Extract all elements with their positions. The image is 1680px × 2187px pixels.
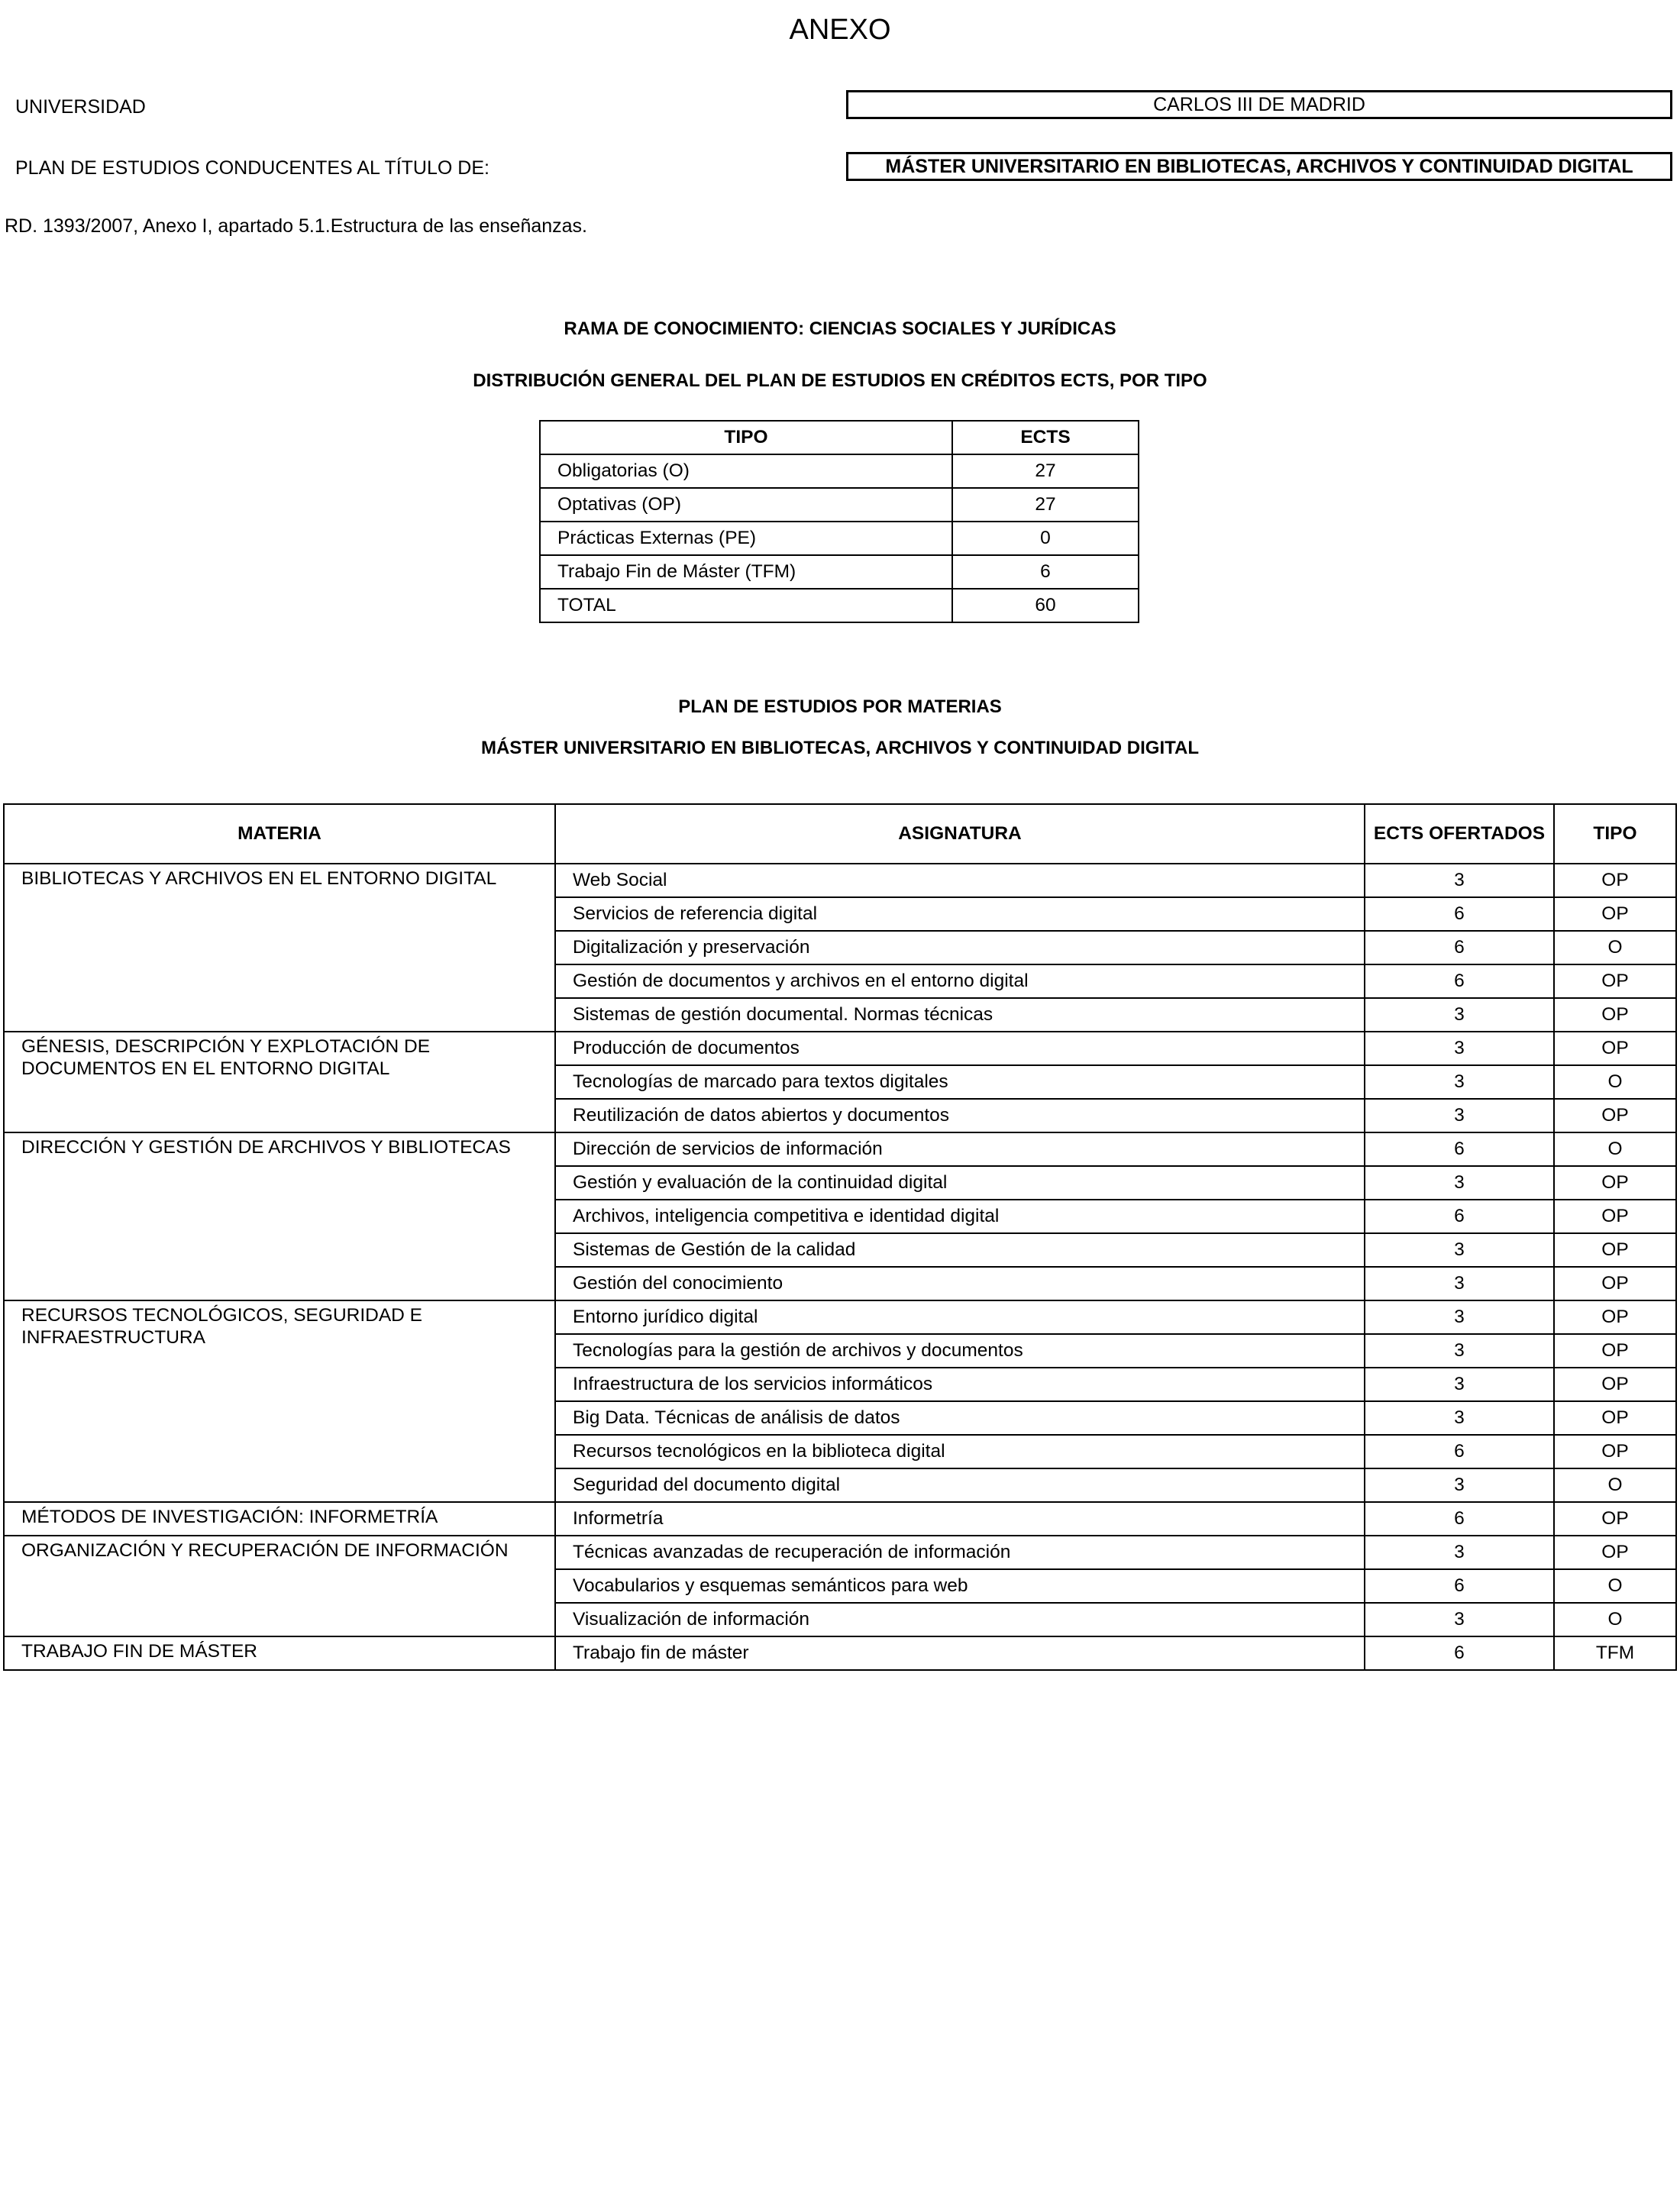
materias-body xyxy=(4,864,1676,1670)
tipo-cell: OP xyxy=(1554,1502,1676,1536)
materia-cell: ORGANIZACIÓN Y RECUPERACIÓN DE INFORMACIÓN xyxy=(4,1536,555,1636)
summary-header-tipo: TIPO xyxy=(540,421,952,454)
asignatura-cell: Web Social xyxy=(555,864,1365,897)
ects-cell: 3 xyxy=(1365,1300,1554,1334)
ects-cell: 3 xyxy=(1365,1065,1554,1099)
tipo-cell: O xyxy=(1554,1065,1676,1099)
ects-cell: 6 xyxy=(1365,931,1554,964)
tipo-cell: OP xyxy=(1554,998,1676,1032)
summary-body xyxy=(540,454,1139,622)
materia-cell: TRABAJO FIN DE MÁSTER xyxy=(4,1636,555,1670)
summary-tipo-cell: Trabajo Fin de Máster (TFM) xyxy=(540,555,952,589)
asignatura-cell: Entorno jurídico digital xyxy=(555,1300,1365,1334)
asignatura-cell: Digitalización y preservación xyxy=(555,931,1365,964)
asignatura-cell: Archivos, inteligencia competitiva e identidad digital xyxy=(555,1200,1365,1233)
ects-cell: 6 xyxy=(1365,1132,1554,1166)
asignatura-cell: Trabajo fin de máster xyxy=(555,1636,1365,1670)
tipo-cell: OP xyxy=(1554,1267,1676,1300)
master-heading: MÁSTER UNIVERSITARIO EN BIBLIOTECAS, ARCHIVOS Y CONTINUIDAD DIGITAL xyxy=(480,738,1200,758)
ects-cell: 6 xyxy=(1365,1636,1554,1670)
tipo-cell: OP xyxy=(1554,1233,1676,1267)
distribucion-heading: DISTRIBUCIÓN GENERAL DEL PLAN DE ESTUDIOS EN CRÉDITOS ECTS, POR TIPO xyxy=(473,370,1207,391)
asignatura-cell: Big Data. Técnicas de análisis de datos xyxy=(555,1401,1365,1435)
table-row xyxy=(4,1502,1676,1536)
header-ects-ofertados: ECTS OFERTADOS xyxy=(1365,804,1554,864)
asignatura-cell: Sistemas de Gestión de la calidad xyxy=(555,1233,1365,1267)
ects-cell: 6 xyxy=(1365,897,1554,931)
plan-materias-heading: PLAN DE ESTUDIOS POR MATERIAS xyxy=(678,696,1002,717)
tipo-cell: O xyxy=(1554,1569,1676,1603)
rama-heading: RAMA DE CONOCIMIENTO: CIENCIAS SOCIALES Y JURÍDICAS xyxy=(564,318,1116,339)
summary-ects-cell: 27 xyxy=(952,488,1139,522)
asignatura-cell: Informetría xyxy=(555,1502,1365,1536)
summary-row xyxy=(540,488,1139,522)
materia-cell: GÉNESIS, DESCRIPCIÓN Y EXPLOTACIÓN DE DOCUMENTOS EN EL ENTORNO DIGITAL xyxy=(4,1032,555,1132)
tipo-cell: O xyxy=(1554,931,1676,964)
asignatura-cell: Servicios de referencia digital xyxy=(555,897,1365,931)
table-row xyxy=(4,864,1676,897)
tipo-cell: OP xyxy=(1554,1099,1676,1132)
tipo-cell: OP xyxy=(1554,897,1676,931)
summary-ects-cell: 0 xyxy=(952,522,1139,555)
materia-cell: DIRECCIÓN Y GESTIÓN DE ARCHIVOS Y BIBLIOTECAS xyxy=(4,1132,555,1300)
asignatura-cell: Seguridad del documento digital xyxy=(555,1468,1365,1502)
materia-cell: MÉTODOS DE INVESTIGACIÓN: INFORMETRÍA xyxy=(4,1502,555,1536)
header-materia: MATERIA xyxy=(4,804,555,864)
asignatura-cell: Técnicas avanzadas de recuperación de información xyxy=(555,1536,1365,1569)
plan-value: MÁSTER UNIVERSITARIO EN BIBLIOTECAS, ARCHIVOS Y CONTINUIDAD DIGITAL xyxy=(846,152,1672,181)
summary-tipo-cell: Obligatorias (O) xyxy=(540,454,952,488)
asignatura-cell: Vocabularios y esquemas semánticos para web xyxy=(555,1569,1365,1603)
rd-note: RD. 1393/2007, Anexo I, apartado 5.1.Estructura de las enseñanzas. xyxy=(5,215,588,237)
tipo-cell: OP xyxy=(1554,1300,1676,1334)
table-row xyxy=(4,1636,1676,1670)
asignatura-cell: Tecnologías de marcado para textos digitales xyxy=(555,1065,1365,1099)
universidad-label: UNIVERSIDAD xyxy=(15,96,146,118)
summary-tipo-cell: Prácticas Externas (PE) xyxy=(540,522,952,555)
ects-cell: 3 xyxy=(1365,1603,1554,1636)
tipo-cell: TFM xyxy=(1554,1636,1676,1670)
table-row xyxy=(4,1300,1676,1334)
summary-row xyxy=(540,589,1139,622)
materias-table xyxy=(3,803,1677,1671)
asignatura-cell: Tecnologías para la gestión de archivos y documentos xyxy=(555,1334,1365,1368)
summary-ects-cell: 60 xyxy=(952,589,1139,622)
asignatura-cell: Reutilización de datos abiertos y documentos xyxy=(555,1099,1365,1132)
summary-tipo-cell: TOTAL xyxy=(540,589,952,622)
ects-cell: 6 xyxy=(1365,1435,1554,1468)
tipo-cell: O xyxy=(1554,1603,1676,1636)
materia-cell: RECURSOS TECNOLÓGICOS, SEGURIDAD E INFRAESTRUCTURA xyxy=(4,1300,555,1502)
plan-label: PLAN DE ESTUDIOS CONDUCENTES AL TÍTULO DE: xyxy=(15,157,489,179)
tipo-cell: OP xyxy=(1554,1368,1676,1401)
ects-cell: 3 xyxy=(1365,1166,1554,1200)
asignatura-cell: Gestión de documentos y archivos en el entorno digital xyxy=(555,964,1365,998)
ects-cell: 3 xyxy=(1365,1267,1554,1300)
ects-cell: 6 xyxy=(1365,1502,1554,1536)
summary-row xyxy=(540,454,1139,488)
tipo-cell: OP xyxy=(1554,1166,1676,1200)
tipo-cell: OP xyxy=(1554,1032,1676,1065)
tipo-cell: OP xyxy=(1554,1401,1676,1435)
ects-cell: 3 xyxy=(1365,1468,1554,1502)
header-asignatura: ASIGNATURA xyxy=(555,804,1365,864)
asignatura-cell: Producción de documentos xyxy=(555,1032,1365,1065)
tipo-cell: OP xyxy=(1554,964,1676,998)
summary-ects-cell: 6 xyxy=(952,555,1139,589)
ects-cell: 3 xyxy=(1365,1368,1554,1401)
ects-cell: 6 xyxy=(1365,1569,1554,1603)
tipo-cell: O xyxy=(1554,1468,1676,1502)
universidad-value: CARLOS III DE MADRID xyxy=(846,90,1672,119)
tipo-cell: OP xyxy=(1554,864,1676,897)
ects-cell: 3 xyxy=(1365,864,1554,897)
table-row xyxy=(4,1536,1676,1569)
tipo-cell: OP xyxy=(1554,1334,1676,1368)
page-title: ANEXO xyxy=(789,14,891,46)
asignatura-cell: Gestión del conocimiento xyxy=(555,1267,1365,1300)
header-tipo: TIPO xyxy=(1554,804,1676,864)
tipo-cell: O xyxy=(1554,1132,1676,1166)
table-row xyxy=(4,1032,1676,1065)
summary-table xyxy=(539,420,1139,623)
summary-header-row xyxy=(540,421,1139,454)
tipo-cell: OP xyxy=(1554,1200,1676,1233)
table-row xyxy=(4,1132,1676,1166)
asignatura-cell: Recursos tecnológicos en la biblioteca digital xyxy=(555,1435,1365,1468)
summary-header-ects: ECTS xyxy=(952,421,1139,454)
tipo-cell: OP xyxy=(1554,1435,1676,1468)
summary-row xyxy=(540,522,1139,555)
ects-cell: 6 xyxy=(1365,1200,1554,1233)
summary-ects-cell: 27 xyxy=(952,454,1139,488)
ects-cell: 3 xyxy=(1365,1032,1554,1065)
ects-cell: 3 xyxy=(1365,998,1554,1032)
asignatura-cell: Sistemas de gestión documental. Normas técnicas xyxy=(555,998,1365,1032)
summary-row xyxy=(540,555,1139,589)
asignatura-cell: Infraestructura de los servicios informáticos xyxy=(555,1368,1365,1401)
ects-cell: 3 xyxy=(1365,1233,1554,1267)
asignatura-cell: Gestión y evaluación de la continuidad digital xyxy=(555,1166,1365,1200)
tipo-cell: OP xyxy=(1554,1536,1676,1569)
ects-cell: 3 xyxy=(1365,1099,1554,1132)
ects-cell: 3 xyxy=(1365,1334,1554,1368)
summary-tipo-cell: Optativas (OP) xyxy=(540,488,952,522)
ects-cell: 3 xyxy=(1365,1536,1554,1569)
ects-cell: 3 xyxy=(1365,1401,1554,1435)
materia-cell: BIBLIOTECAS Y ARCHIVOS EN EL ENTORNO DIGITAL xyxy=(4,864,555,1032)
ects-cell: 6 xyxy=(1365,964,1554,998)
asignatura-cell: Visualización de información xyxy=(555,1603,1365,1636)
asignatura-cell: Dirección de servicios de información xyxy=(555,1132,1365,1166)
materias-header-row xyxy=(4,804,1676,864)
